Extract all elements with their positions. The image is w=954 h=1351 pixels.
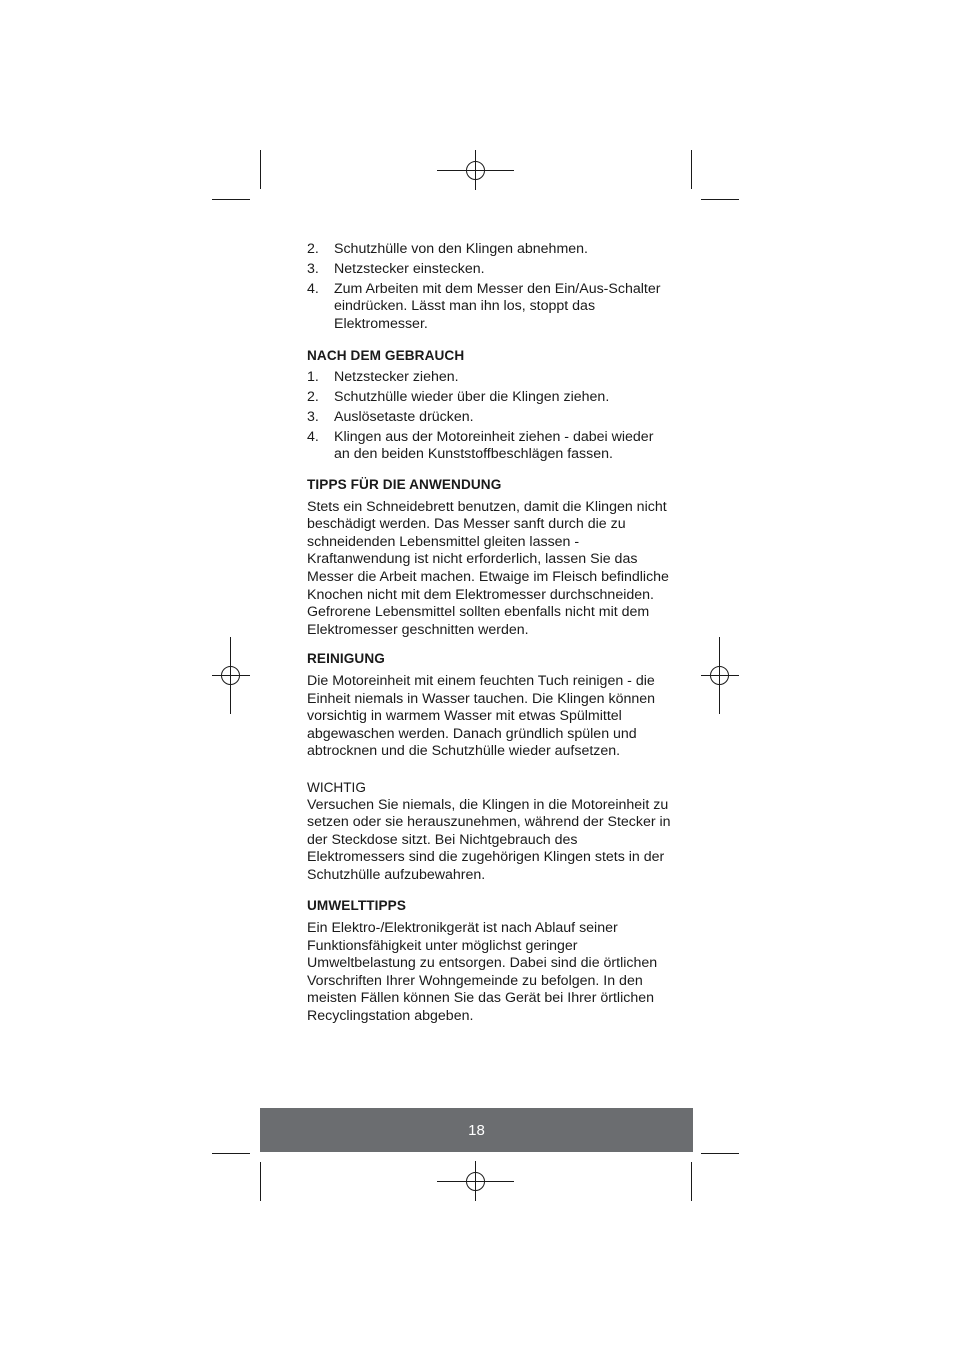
section-nach-dem-gebrauch [307, 347, 671, 464]
section-body: Die Motoreinheit mit einem feuchten Tuch reinigen - die Einheit niemals in Wasser tauchen. Die Klingen können vorsichtig in warmem Wasser mit etwas Spülmittel abgewaschen werden. Danach gründlich spülen und abtrocknen und die Schutzhülle wieder aufsetzen. [307, 672, 656, 760]
step-number: 3. [307, 408, 319, 425]
intro-steps-list [307, 241, 671, 334]
step-text: Auslösetaste drücken. [334, 408, 474, 425]
section-body: Ein Elektro-/Elektronikgerät ist nach Ablauf seiner Funktionsfähigkeit unter möglichst geringer Umweltbelastung zu entsorgen. Dabei sind die örtlichen Vorschriften Ihrer Wohngemeinde zu befolgen. In den meisten Fällen können Sie das Gerät bei Ihrer örtlichen Recyclingstation abgeben. [307, 920, 658, 1025]
list-item [307, 261, 671, 279]
step-text: Klingen aus der Motoreinheit ziehen - dabei wieder an den beiden Kunststoffbeschlägen fassen. [334, 428, 654, 463]
section-umwelttipps [307, 897, 671, 1025]
section-heading: REINIGUNG [307, 651, 385, 667]
step-text: Zum Arbeiten mit dem Messer den Ein/Aus-Schalter eindrücken. Lässt man ihn los, stoppt das Elektromesser. [334, 280, 661, 332]
list-item [307, 241, 671, 259]
section-heading: NACH DEM GEBRAUCH [307, 347, 465, 363]
section-heading: WICHTIG [307, 779, 366, 795]
section-heading: UMWELTTIPPS [307, 898, 407, 914]
section-body: Versuchen Sie niemals, die Klingen in die Motoreinheit zu setzen oder sie herauszunehmen, während der Stecker in der Steckdose sitzt. Bei Nichtgebrauch des Elektromessers sind die zugehörigen Klingen stets in der Schutzhülle aufzubewahren. [307, 796, 671, 883]
step-text: Netzstecker einstecken. [334, 260, 485, 277]
registration-target-left [212, 637, 250, 714]
step-number: 1. [307, 369, 319, 386]
registration-target-right [701, 637, 739, 714]
page-footer-bar [260, 1108, 693, 1152]
step-text: Schutzhülle wieder über die Klingen ziehen. [334, 389, 610, 406]
page-number: 18 [468, 1121, 485, 1139]
step-text: Netzstecker ziehen. [334, 369, 459, 386]
section-body: Stets ein Schneidebrett benutzen, damit die Klingen nicht beschädigt werden. Das Messer sanft durch die zu schneidenden Lebensmittel gleiten lassen - Kraftanwendung ist nicht erforderlich, lassen Sie das Messer die Arbeit machen. Etwaige im Fleisch befindliche Knochen nicht mit dem Elektromesser durchschneiden. Gefrorene Lebensmittel sollten ebenfalls nicht mit dem Elektromesser geschnitten werden. [307, 498, 669, 638]
step-text: Schutzhülle von den Klingen abnehmen. [334, 241, 588, 257]
list-item [307, 281, 671, 334]
step-number: 4. [307, 280, 319, 297]
step-number: 3. [307, 260, 319, 277]
list-item [307, 389, 671, 407]
section-reinigung [307, 650, 671, 761]
manual-text-column [307, 241, 671, 1026]
registration-target-bottom [437, 1161, 514, 1201]
registration-target-top [437, 150, 514, 190]
step-number: 4. [307, 428, 319, 445]
step-number: 2. [307, 389, 319, 406]
list-item [307, 429, 671, 464]
section-heading: TIPPS FÜR DIE ANWENDUNG [307, 477, 502, 493]
after-use-steps-list [307, 369, 671, 464]
list-item [307, 369, 671, 387]
step-number: 2. [307, 241, 319, 257]
list-item [307, 409, 671, 427]
section-wichtig [307, 779, 671, 885]
section-tipps [307, 476, 671, 639]
